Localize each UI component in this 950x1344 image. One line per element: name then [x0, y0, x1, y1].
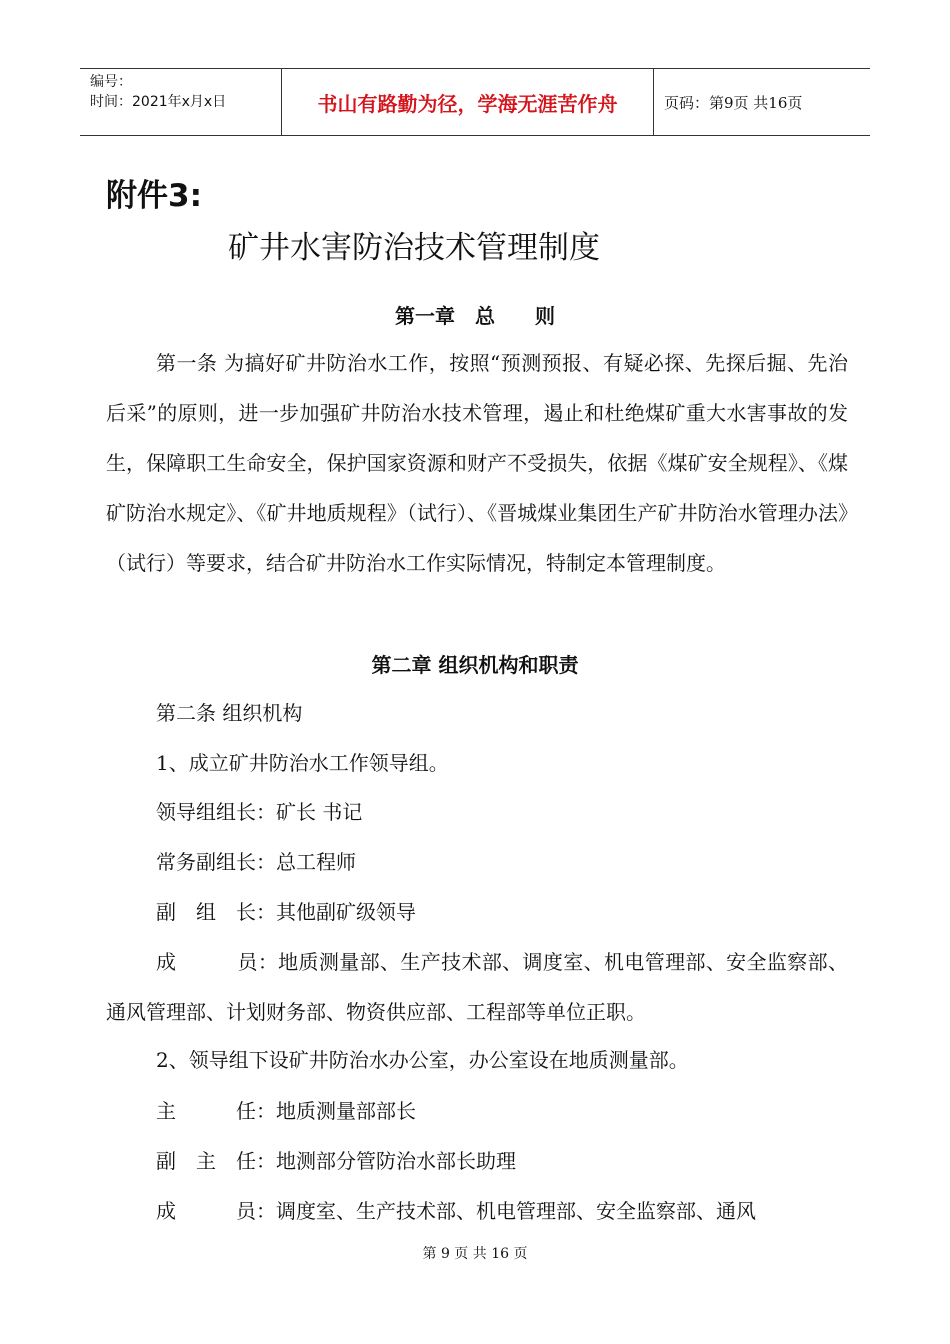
members-paragraph: 成 员：地质测量部、生产技术部、调度室、机电管理部、安全监察部、通风管理部、计划财务部、物资供应部、工程部等单位正职。	[106, 950, 848, 1024]
deputy-line: 副 组 长：其他副矿级领导	[156, 900, 416, 924]
chapter-2-heading: 第二章 组织机构和职责	[371, 653, 579, 677]
chapter-1-heading: 第一章 总 则	[395, 304, 555, 328]
article-1-paragraph: 第一条 为搞好矿井防治水工作，按照“预测预报、有疑必探、先探后掘、先治后采”的原则，进一步加强矿井防治水技术管理，遏止和杜绝煤矿重大水害事故的发生，保障职工生命安全，保护国家资源和财产不受损失，依据《煤矿安全规程》、《煤矿防治水规定》、《矿井地质规程》（试行）、《晋城煤业集团生产矿井防治水管理办法》（试行）等要求，结合矿井防治水工作实际情况，特制定本管理制度。	[106, 351, 848, 575]
office-members-line: 成 员：调度室、生产技术部、机电管理部、安全监察部、通风	[156, 1199, 756, 1223]
vice-director-line: 副 主 任：地测部分管防治水部长助理	[156, 1149, 516, 1173]
article-2-heading: 第二条 组织机构	[156, 701, 303, 725]
document-title: 矿井水害防治技术管理制度	[228, 230, 600, 266]
item-2: 2、领导组下设矿井防治水办公室，办公室设在地质测量部。	[156, 1048, 689, 1072]
item-1: 1、成立矿井防治水工作领导组。	[156, 751, 449, 775]
page-header	[80, 68, 870, 136]
header-page-info: 页码：第9页 共16页	[664, 93, 803, 112]
director-line: 主 任：地质测量部部长	[156, 1099, 416, 1123]
time-label: 时间：2021年x月x日	[90, 94, 227, 110]
exec-deputy-line: 常务副组长：总工程师	[156, 850, 356, 874]
attachment-label: 附件3:	[106, 178, 202, 214]
number-label: 编号：	[90, 74, 132, 90]
header-motto: 书山有路勤为径，学海无涯苦作舟	[282, 69, 654, 135]
leader-line: 领导组组长：矿长 书记	[156, 800, 363, 824]
page-footer: 第 9 页 共 16 页	[422, 1246, 528, 1262]
header-meta	[80, 69, 282, 135]
